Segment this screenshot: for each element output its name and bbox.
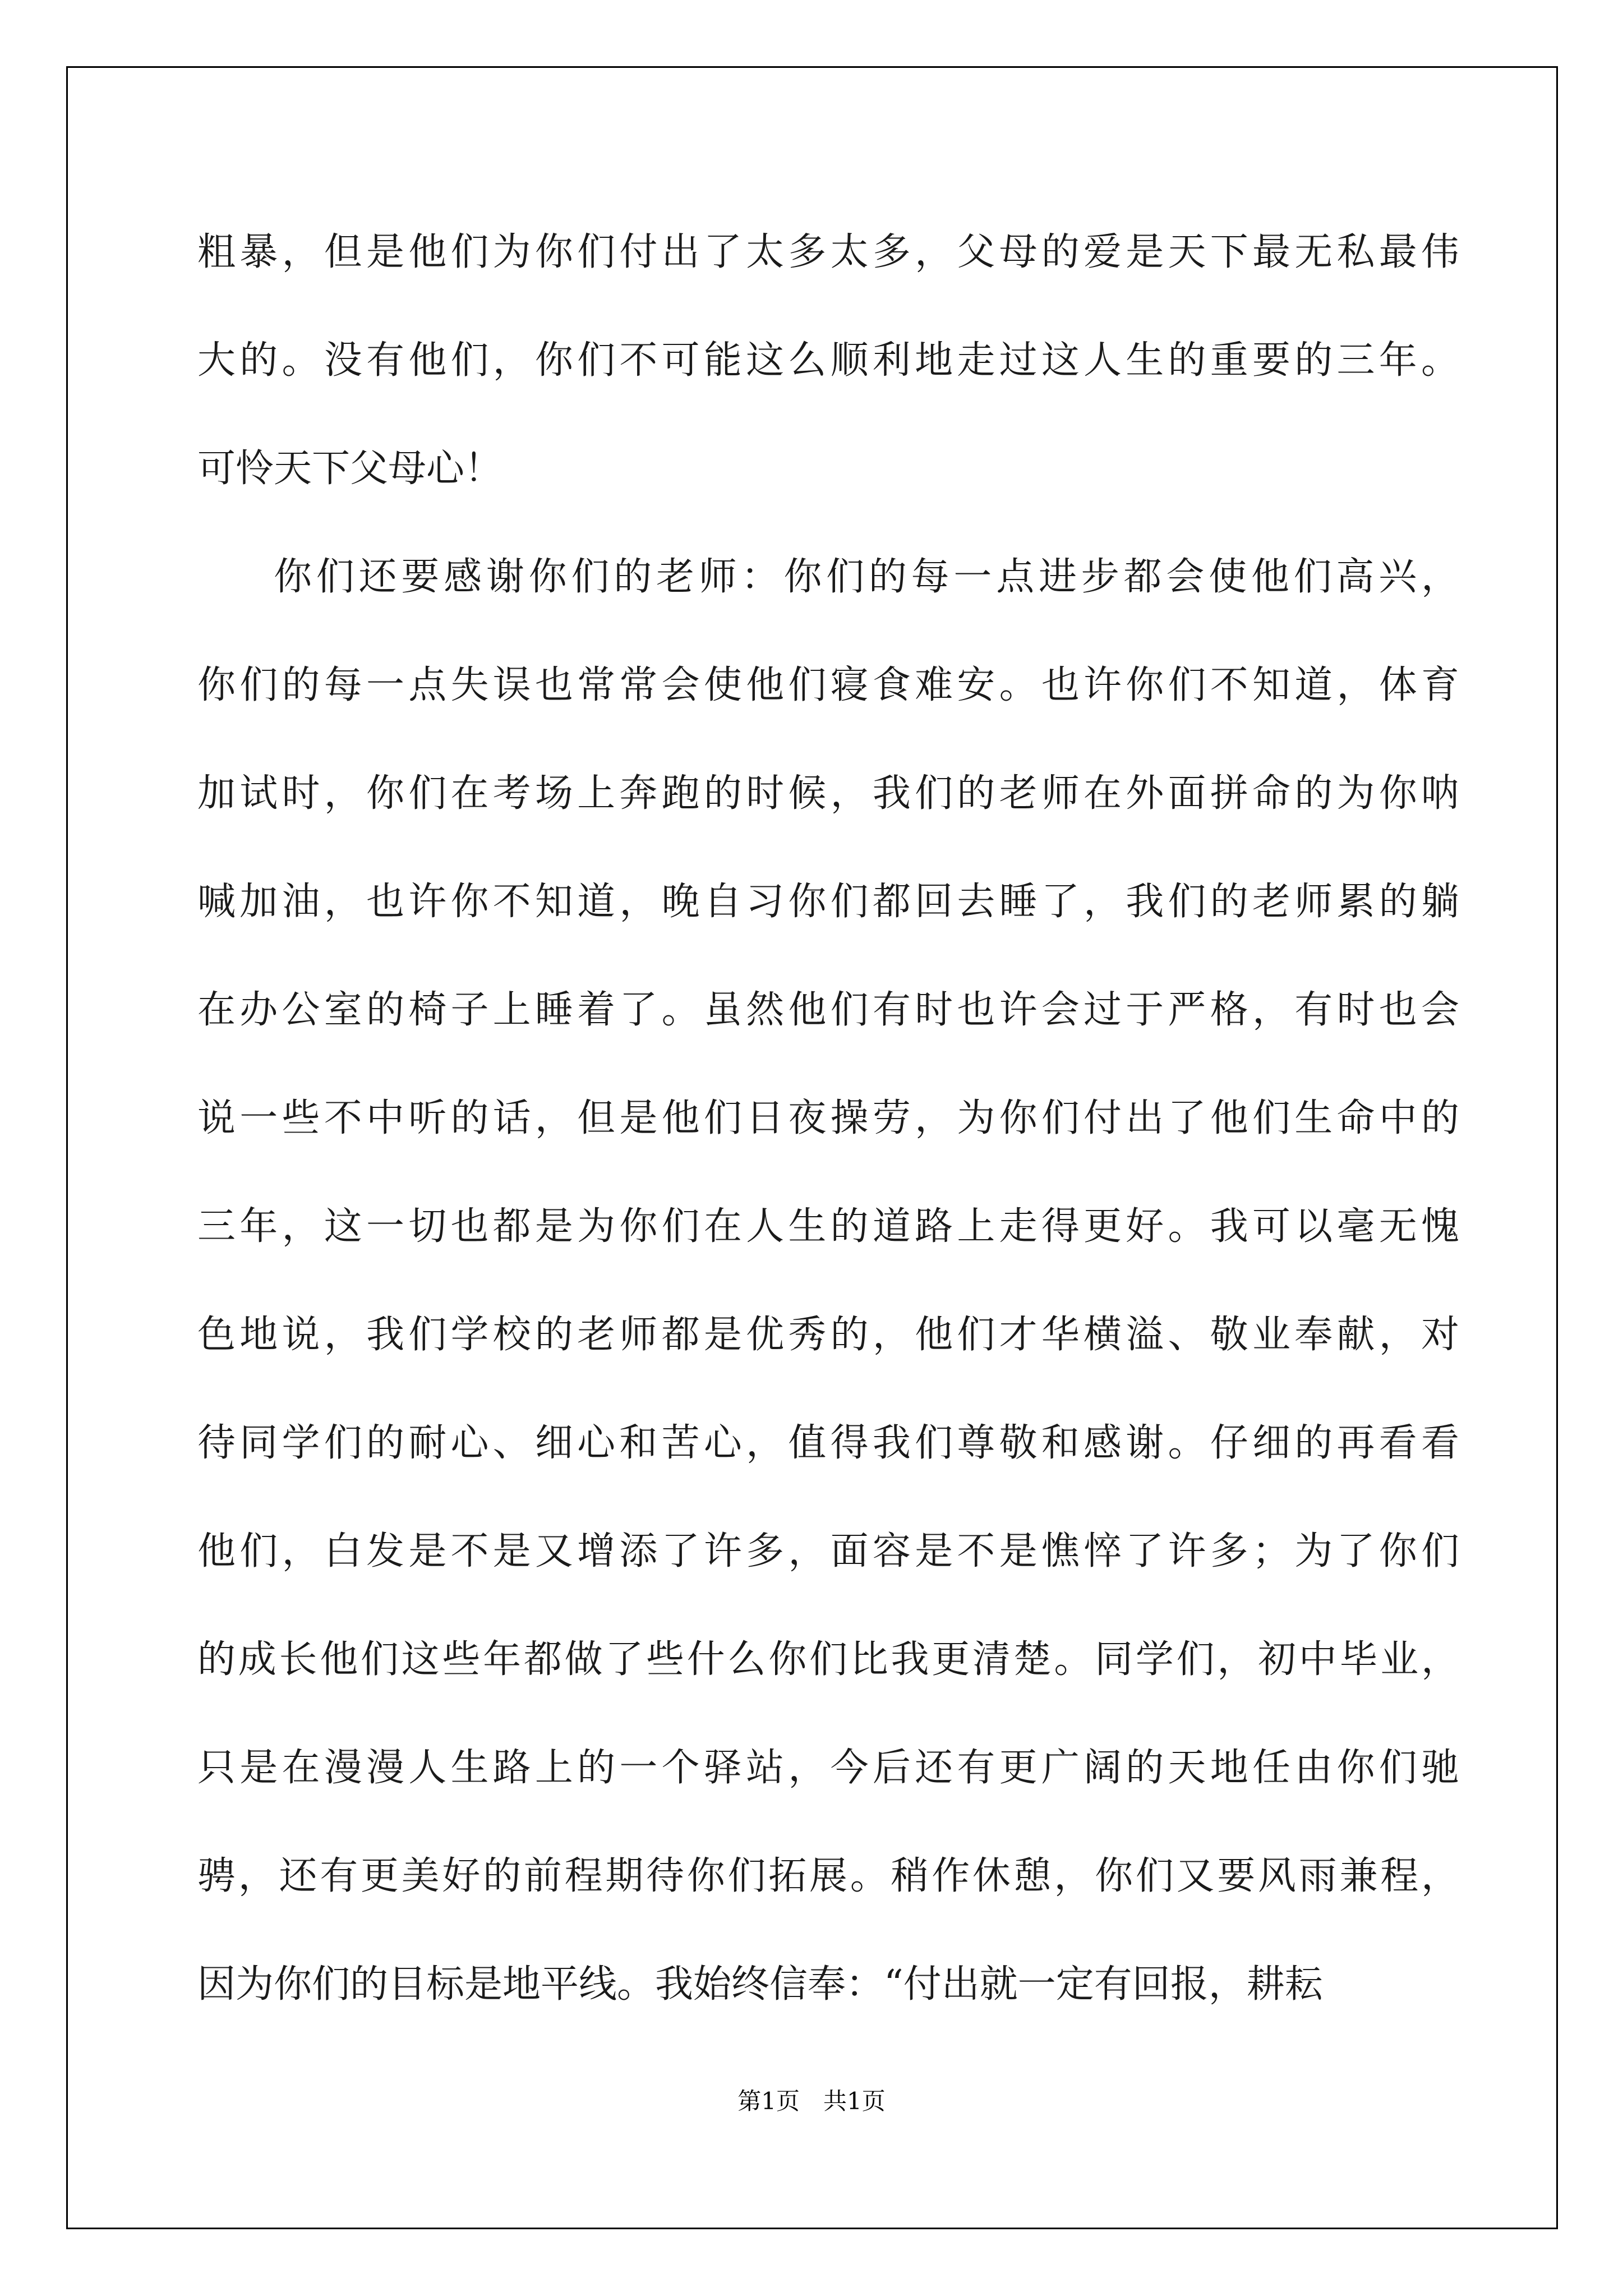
text-line: 粗暴，但是他们为你们付出了太多太多，父母的爱是天下最无私最伟	[197, 230, 1459, 274]
text-line: 因为你们的目标是地平线。我始终信奉：“付出就一定有回报，耕耘	[197, 1962, 1323, 2007]
text-line: 只是在漫漫人生路上的一个驿站，今后还有更广阔的天地任由你们驰	[197, 1746, 1459, 1790]
text-line: 可怜天下父母心！	[197, 447, 503, 491]
text-line: 大的。没有他们，你们不可能这么顺利地走过这人生的重要的三年。	[197, 338, 1459, 383]
text-line: 三年，这一切也都是为你们在人生的道路上走得更好。我可以毫无愧	[197, 1204, 1459, 1249]
text-line: 色地说，我们学校的老师都是优秀的，他们才华横溢、敬业奉献，对	[197, 1313, 1459, 1357]
text-line: 他们，白发是不是又增添了许多，面容是不是憔悴了许多；为了你们	[197, 1529, 1459, 1573]
text-line: 待同学们的耐心、细心和苦心，值得我们尊敬和感谢。仔细的再看看	[197, 1421, 1459, 1465]
document-body	[197, 198, 1459, 2039]
text-line: 在办公室的椅子上睡着了。虽然他们有时也许会过于严格，有时也会	[197, 988, 1459, 1032]
text-line: 骋，还有更美好的前程期待你们拓展。稍作休憩，你们又要风雨兼程，	[197, 1854, 1459, 1898]
text-line: 喊加油，也许你不知道，晚自习你们都回去睡了，我们的老师累的躺	[197, 880, 1459, 924]
text-line: 的成长他们这些年都做了些什么你们比我更清楚。同学们，初中毕业，	[197, 1637, 1459, 1682]
paragraph-first-line: 你们还要感谢你们的老师：你们的每一点进步都会使他们高兴，	[274, 555, 1459, 599]
text-line: 说一些不中听的话，但是他们日夜操劳，为你们付出了他们生命中的	[197, 1096, 1459, 1140]
page-footer: 第1页 共1页	[737, 2087, 886, 2115]
text-line: 加试时，你们在考场上奔跑的时候，我们的老师在外面拼命的为你呐	[197, 771, 1459, 816]
text-line: 你们的每一点失误也常常会使他们寝食难安。也许你们不知道，体育	[197, 663, 1459, 707]
